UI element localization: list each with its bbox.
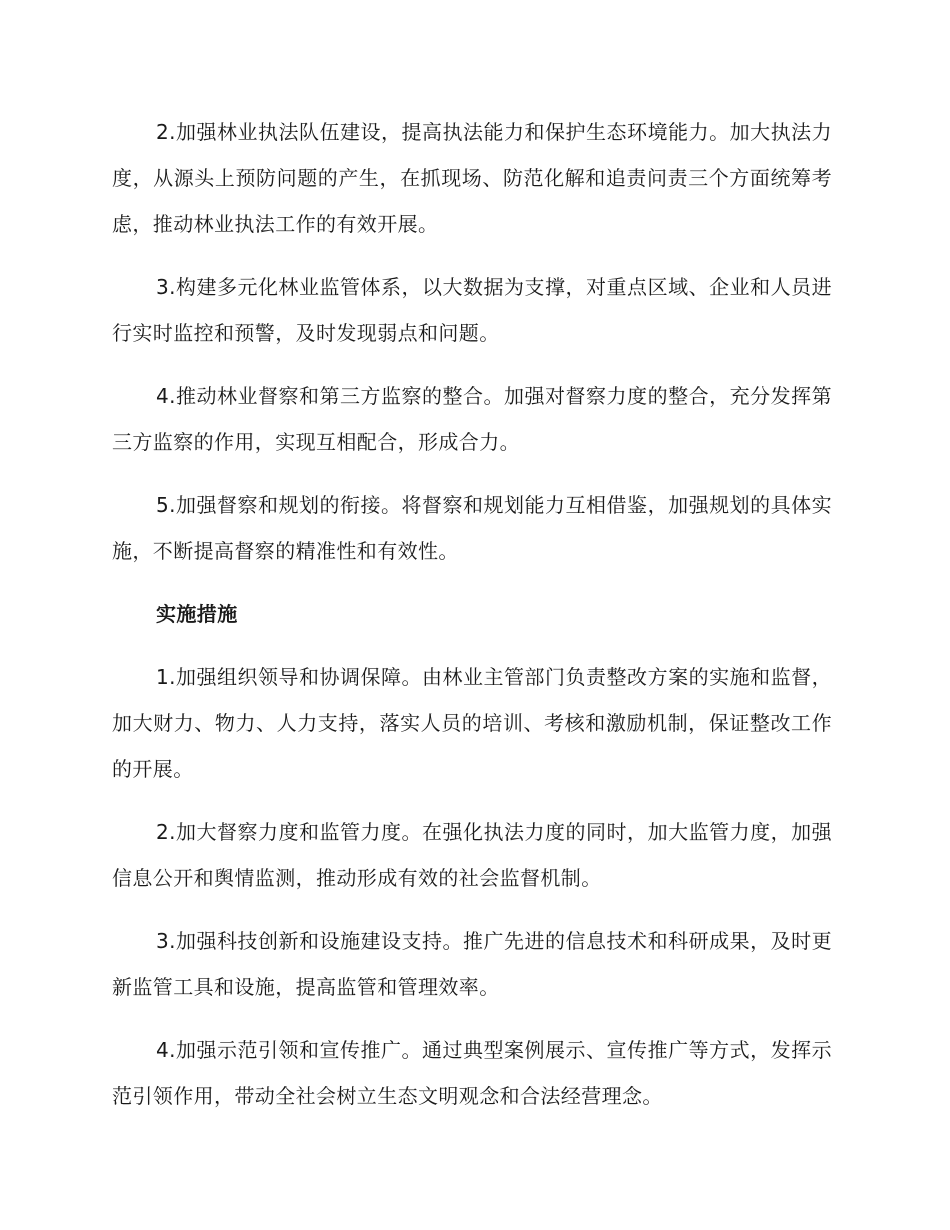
paragraph-item-4: 4.推动林业督察和第三方监察的整合。加强对督察力度的整合，充分发挥第三方监察的作用，实现互相配合，形成合力。	[112, 384, 832, 454]
paragraph-item-2: 2.加强林业执法队伍建设，提高执法能力和保护生态环境能力。加大执法力度，从源头上预防问题的产生，在抓现场、防范化解和追责问责三个方面统筹考虑，推动林业执法工作的有效开展。	[112, 120, 832, 236]
measure-item-4: 4.加强示范引领和宣传推广。通过典型案例展示、宣传推广等方式，发挥示范引领作用，带动全社会树立生态文明观念和合法经营理念。	[112, 1038, 832, 1108]
measure-item-1: 1.加强组织领导和协调保障。由林业主管部门负责整改方案的实施和监督，加大财力、物力、人力支持，落实人员的培训、考核和激励机制，保证整改工作的开展。	[112, 665, 832, 781]
measure-item-2: 2.加大督察力度和监管力度。在强化执法力度的同时，加大监管力度，加强信息公开和舆情监测，推动形成有效的社会监督机制。	[112, 820, 832, 890]
section-heading: 实施措施	[156, 602, 238, 626]
measure-item-3: 3.加强科技创新和设施建设支持。推广先进的信息技术和科研成果，及时更新监管工具和设施，提高监管和管理效率。	[112, 929, 832, 999]
paragraph-item-5: 5.加强督察和规划的衔接。将督察和规划能力互相借鉴，加强规划的具体实施，不断提高督察的精准性和有效性。	[112, 493, 832, 563]
paragraph-item-3: 3.构建多元化林业监管体系，以大数据为支撑，对重点区域、企业和人员进行实时监控和预警，及时发现弱点和问题。	[112, 275, 832, 345]
document-body	[112, 109, 832, 1119]
